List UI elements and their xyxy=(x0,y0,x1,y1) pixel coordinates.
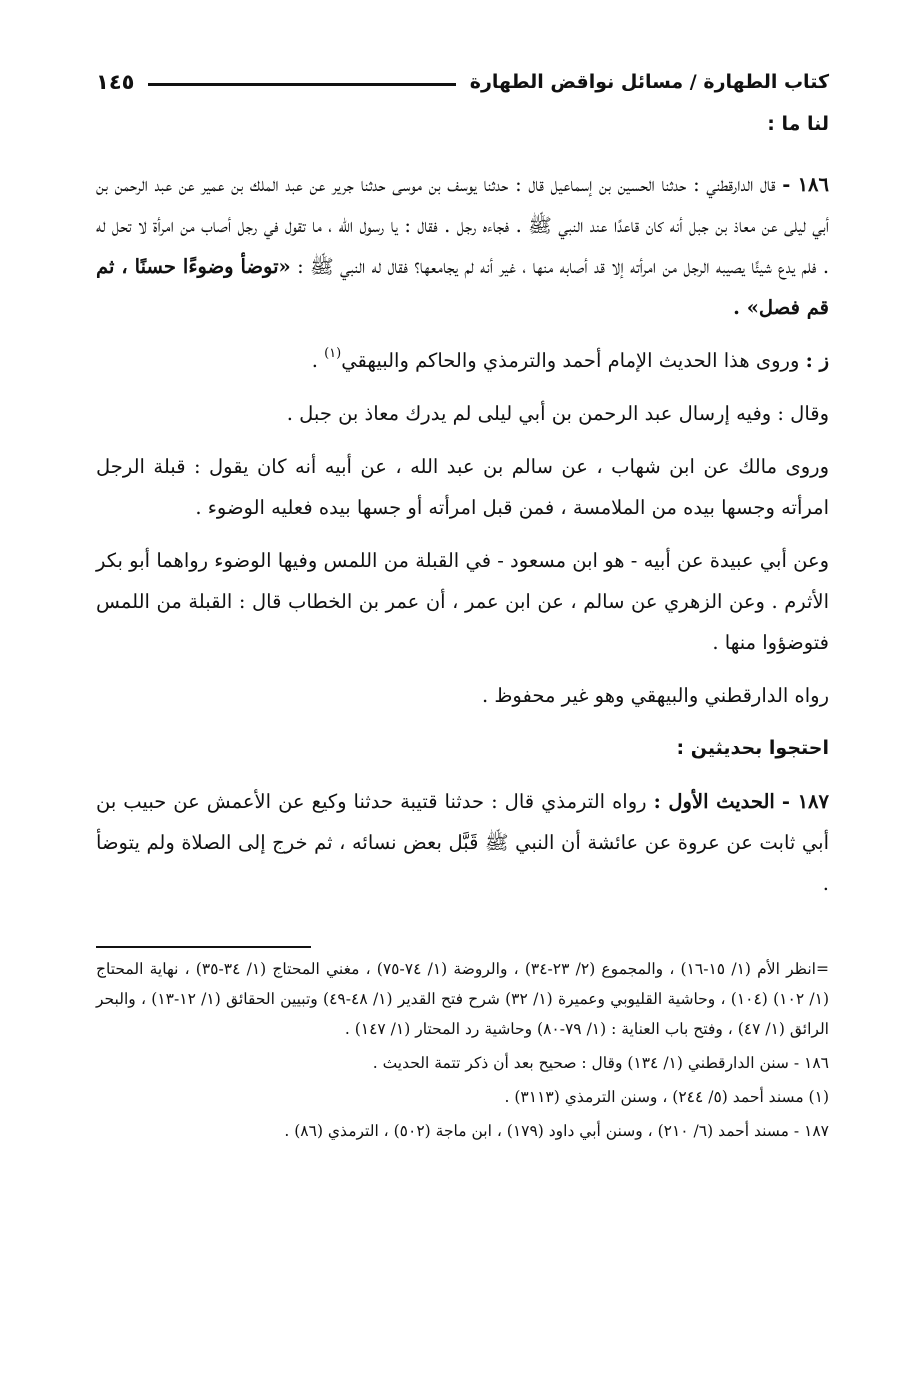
page-header xyxy=(96,60,829,104)
paragraph-irsal: وقال : وفيه إرسال عبد الرحمن بن أبي ليلى لم يدرك معاذ بن جبل . xyxy=(286,402,829,425)
paragraph-rawahu: رواه الدارقطني والبيهقي وهو غير محفوظ . xyxy=(481,684,829,707)
hadith-number-187: ١٨٧ - xyxy=(781,790,829,813)
footnotes xyxy=(96,954,829,1146)
hadith-number-186: ١٨٦ - xyxy=(782,173,829,196)
footnote-separator xyxy=(96,946,311,948)
footnote-ref-1[interactable]: (١) xyxy=(324,346,342,361)
main-text xyxy=(96,104,829,904)
hadith-186-quote: «توضأ وضوءًا حسنًا ، ثم قم فصل» . xyxy=(96,255,829,319)
heading-ihtajju: احتجوا بحديثين : xyxy=(676,737,829,759)
footnote-186: ١٨٦ - سنن الدارقطني (١/ ١٣٤) وقال : صحيح بعد أن ذكر تتمة الحديث . xyxy=(372,1054,829,1072)
running-title: كتاب الطهارة / مسائل نواقض الطهارة xyxy=(469,71,829,93)
paragraph-abu-ubayda: وعن أبي عبيدة عن أبيه - هو ابن مسعود - في القبلة من اللمس وفيها الوضوء رواهما أبو بكر الأثرم . وعن الزهري عن سالم ، عن ابن عمر ، أن عمر بن الخطاب قال : القبلة من اللمس فتوضؤوا منها . xyxy=(96,549,829,654)
footnote-187: ١٨٧ - مسند أحمد (٦/ ٢١٠) ، وسنن أبي داود (١٧٩) ، ابن ماجة (٥٠٢) ، الترمذي (٨٦) . xyxy=(284,1122,829,1140)
footnote-1: (١) مسند أحمد (٥/ ٢٤٤) ، وسنن الترمذي (٣١١٣) . xyxy=(504,1088,829,1106)
paragraph-malik: وروى مالك عن ابن شهاب ، عن سالم بن عبد الله ، عن أبيه أنه كان يقول : قبلة الرجل امرأته وجسها بيده من الملامسة ، فمن قبل امرأته أو جسها بيده فعليه الوضوء . xyxy=(96,455,829,519)
paragraph-zay xyxy=(96,340,829,381)
hadith-187-label: الحديث الأول : xyxy=(653,790,775,813)
heading-lana: لنا ما : xyxy=(767,113,829,135)
zay-marker: ز : xyxy=(805,349,829,372)
zay-text: وروى هذا الحديث الإمام أحمد والترمذي والحاكم والبيهقي xyxy=(341,349,800,372)
page-number: ١٤٥ xyxy=(96,70,135,94)
hadith-186-text: قال الدارقطني : حدثنا الحسين بن إسماعيل قال : حدثنا يوسف بن موسى حدثنا جرير عن عبد الملك بن عمير عن عبد الرحمن بن أبي ليلى عن معاذ بن جبل أنه كان قاعدًا عند النبي ﷺ . فجاءه رجل . فقال : يا رسول الله ، ما تقول في رجل أصاب من امرأة لا تحل له . فلم يدع شيئًا يصيبه الرجل من امرأته إلا قد أصابه منها ، غير أنه لم يجامعها؟ فقال له النبي ﷺ : xyxy=(96,173,830,278)
paragraph-186 xyxy=(96,164,829,328)
header-rule xyxy=(148,83,455,86)
hadith-187-text: رواه الترمذي قال : حدثنا قتيبة حدثنا وكيع عن الأعمش عن حبيب بن أبي ثابت عن عروة عن عائشة أن النبي ﷺ قَبَّل بعض نسائه ، ثم خرج إلى الصلاة ولم يتوضأ . xyxy=(96,790,829,895)
zay-end: . xyxy=(311,349,318,372)
footnote-continued: =انظر الأم (١/ ١٥-١٦) ، والمجموع (٢/ ٢٣-٣٤) ، والروضة (١/ ٧٤-٧٥) ، مغني المحتاج (١/ ٣٤-٣٥) ، نهاية المحتاج (١/ ١٠٢) (١٠٤) ، وحاشية القليوبي وعميرة (١/ ٣٢) شرح فتح القدير (١/ ٤٨-٤٩) وتبيين الحقائق (١/ ١٢-١٣) ، والبحر الرائق (١/ ٤٧) ، وفتح باب العناية : (١/ ٧٩-٨٠) وحاشية رد المحتار (١/ ١٤٧) . xyxy=(96,960,830,1038)
paragraph-187 xyxy=(96,781,829,904)
